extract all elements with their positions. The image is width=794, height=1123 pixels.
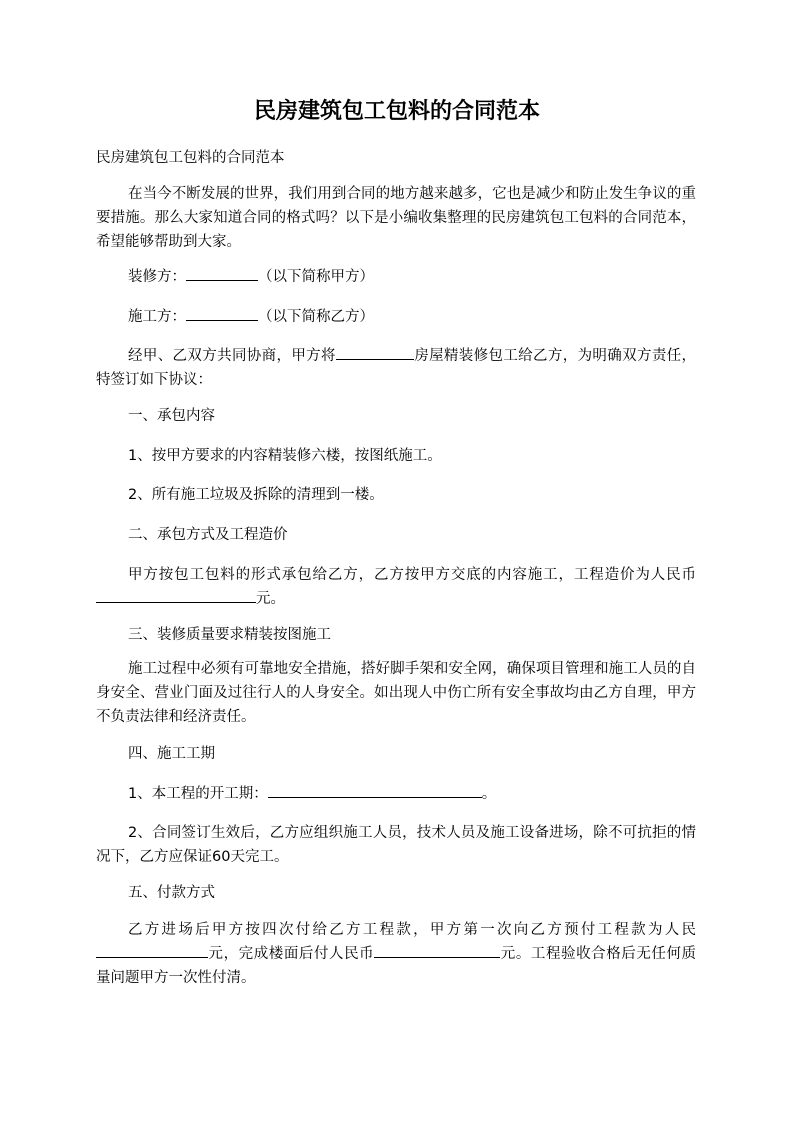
section4-item1-prefix: 1、本工程的开工期： [128, 786, 268, 802]
section5-paragraph [96, 918, 696, 990]
section2-paragraph [96, 563, 696, 611]
document-subtitle: 民房建筑包工包料的合同范本 [96, 150, 285, 166]
party-a-line [96, 265, 696, 289]
section5-suffix: 元。工程验收合格后无任何质量问题甲方一次性付清。 [96, 946, 697, 986]
party-b-label: 施工方： [128, 309, 186, 325]
house-blank [336, 345, 414, 360]
section2-suffix: 元。 [256, 591, 285, 607]
section1-item2: 2、所有施工垃圾及拆除的清理到一楼。 [128, 487, 384, 503]
section3-paragraph: 施工过程中必须有可靠地安全措施，搭好脚手架和安全网，确保项目管理和施工人员的自身安全、营业门面及过往行人的人身安全。如出现人中伤亡所有安全事故均由乙方自理，甲方不负责法律和经济责任。 [96, 661, 696, 725]
section1-heading: 一、承包内容 [128, 408, 215, 424]
party-a-label: 装修方： [128, 269, 186, 285]
agreement-prefix: 经甲、乙双方共同协商，甲方将 [128, 348, 336, 364]
section5-mid: 元，完成楼面后付人民币 [208, 946, 375, 962]
price-blank [96, 588, 256, 603]
party-b-suffix: （以下简称乙方） [258, 309, 374, 325]
first-payment-blank [96, 943, 208, 958]
party-b-line [96, 305, 696, 329]
intro-paragraph: 在当今不断发展的世界，我们用到合同的地方越来越多，它也是减少和防止发生争议的重要措施。那么大家知道合同的格式吗？以下是小编收集整理的民房建筑包工包料的合同范本，希望能够帮助到大家。 [96, 186, 696, 250]
section4-item1-suffix: 。 [481, 786, 497, 802]
document-title: 民房建筑包工包料的合同范本 [253, 98, 540, 124]
section4-heading: 四、施工工期 [128, 746, 215, 762]
section1-item1: 1、按甲方要求的内容精装修六楼，按图纸施工。 [128, 448, 442, 464]
section5-heading: 五、付款方式 [128, 885, 215, 901]
section2-heading: 二、承包方式及工程造价 [128, 527, 288, 543]
section2-prefix: 甲方按包工包料的形式承包给乙方，乙方按甲方交底的内容施工，工程造价为人民币 [128, 567, 696, 583]
party-b-blank [186, 306, 258, 321]
section5-prefix: 乙方进场后甲方按四次付给乙方工程款，甲方第一次向乙方预付工程款为人民 [128, 922, 696, 938]
agreement-paragraph [96, 344, 696, 392]
section4-item2: 2、合同签订生效后，乙方应组织施工人员，技术人员及施工设备进场，除不可抗拒的情况下，乙方应保证60天完工。 [96, 825, 696, 865]
party-a-blank [186, 266, 258, 281]
agreement-suffix: 房屋精装修包工给乙方，为明确双方责任，特签订如下协议： [96, 348, 697, 388]
start-date-blank [268, 783, 482, 798]
second-payment-blank [374, 943, 500, 958]
section3-heading: 三、装修质量要求精装按图施工 [128, 627, 331, 643]
party-a-suffix: （以下简称甲方） [258, 269, 374, 285]
section4-item1 [96, 782, 696, 806]
